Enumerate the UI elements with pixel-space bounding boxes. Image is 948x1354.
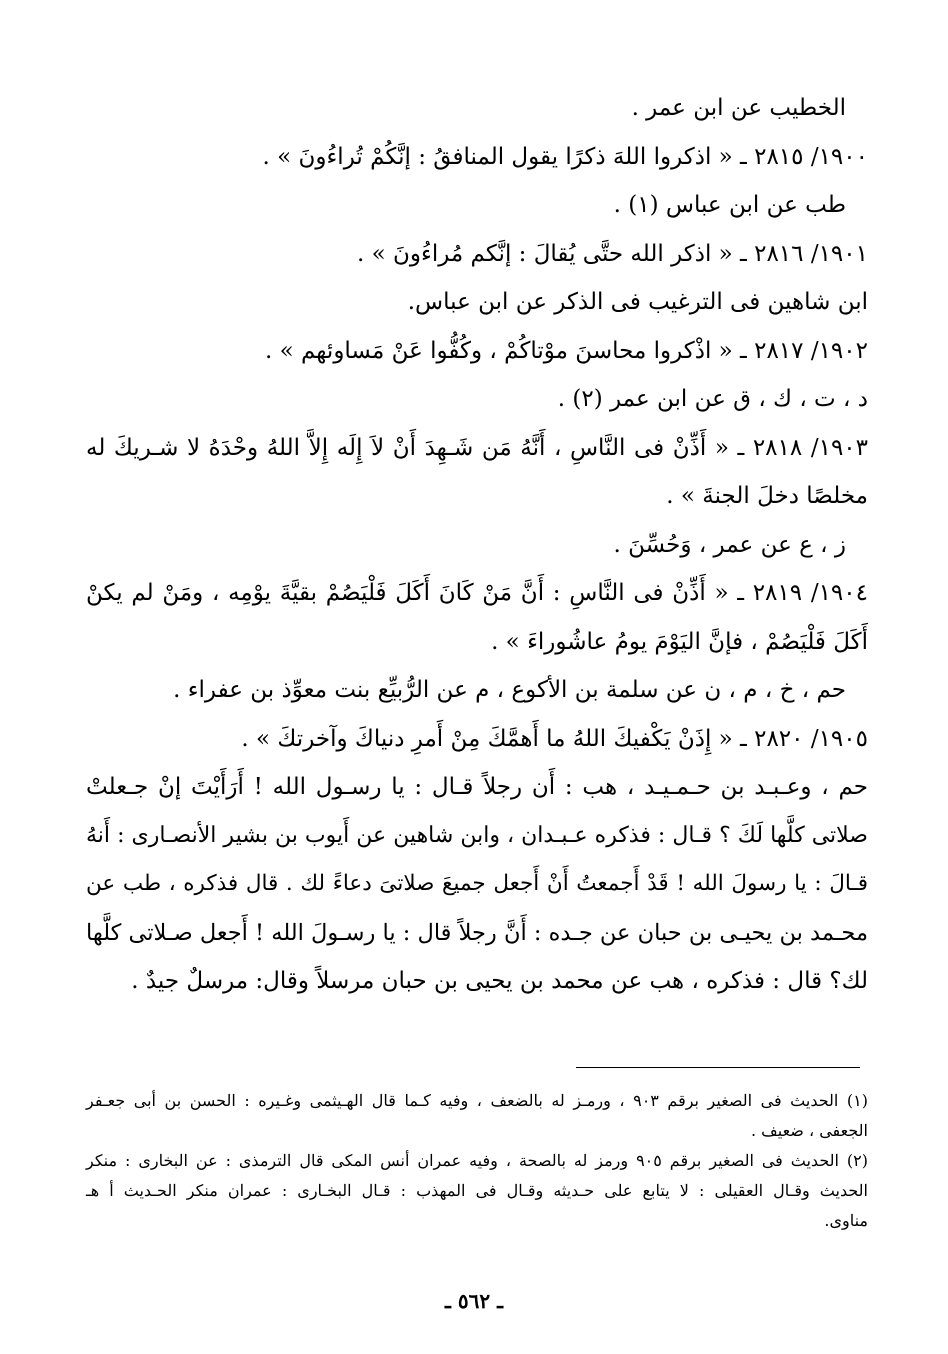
text-line-12: أَكَلَ فَلْيَصُمْ ، فإنَّ اليَوْمَ يومُ عاشُوراءَ » . bbox=[491, 628, 868, 655]
footnote-2-line-1: (٢) الحديث فى الصغير برقم ٩٠٥ ورمز له بالصحة ، وفيه عمران أنس المكى قال الترمذى : عن البخارى : منكر bbox=[86, 1151, 868, 1170]
text-line-19: لك؟ قال : فذكره ، هب عن محمد بن يحيى بن حبان مرسلاً وقال: مرسلٌ جيدٌ . bbox=[131, 968, 868, 994]
hadith-1904: ١٩٠٤/ ٢٨١٩ ـ « أَذِّنْ فى النَّاسِ : أَنَّ مَنْ كَانَ أَكَلَ فَلْيَصُمْ بقيَّةَ يوْمِه ، ومَنْ لم يكنْ bbox=[86, 580, 868, 606]
hadith-1901: ١٩٠١/ ٢٨١٦ ـ « اذكر الله حتَّى يُقالَ : إنَّكم مُراءُونَ » . bbox=[357, 240, 868, 267]
text-line-13: حم ، خ ، م ، ن عن سلمة بن الأكوع ، م عن الرُّبيِّع بنت معوِّذ بن عفراء . bbox=[173, 677, 846, 703]
footnote-2-line-3: مناوى. bbox=[824, 1211, 868, 1230]
hadith-1902: ١٩٠٢/ ٢٨١٧ ـ « اذْكروا محاسنَ موْتاكُمْ ، وكُفُّوا عَنْ مَساوئهم » . bbox=[265, 337, 868, 364]
footnote-1-line-2: الجعفى ، ضعيف . bbox=[751, 1121, 868, 1140]
text-line-15: حم ، وعـبـد بن حـمـيـد ، هب : أَن رجلاً قـال : يا رسـول الله ! أَرَأَيْتَ إنْ جـعلتْ bbox=[86, 774, 868, 800]
page-number: ـ ٥٦٢ ـ bbox=[445, 1289, 503, 1313]
text-line-18: محـمد بن يحيـى بن حبان عن جـده : أَنَّ رجلاً قال : يا رسـولَ الله ! أَجعل صـلاتى كلَّها bbox=[86, 919, 868, 946]
text-line-1: الخطيب عن ابن عمر . bbox=[631, 95, 846, 121]
text-line-16: صلاتى كلَّها لَكَ ؟ قـال : فذكره عـبـدان ، وابن شاهين عن أَيوب بن بشير الأنصـارى : أَنهُ bbox=[86, 822, 868, 848]
hadith-1903: ١٩٠٣/ ٢٨١٨ ـ « أَذِّنْ فى النَّاسِ ، أَنَّهُ مَن شَـهِدَ أَنْ لاَ إِلَه إِلاَّ اللهُ وحْدَهُ لا شـريكَ له bbox=[86, 434, 869, 461]
footnote-2-line-2: الحديث وقـال العقيلى : لا يتابع على حـديثه وقـال فى المهذب : قـال البخـارى : عمران منكر الحـديث أ هـ bbox=[86, 1181, 868, 1200]
footnote-divider bbox=[576, 1067, 860, 1068]
hadith-1900: ١٩٠٠/ ٢٨١٥ ـ « اذكروا اللهَ ذكرًا يقول المنافقُ : إنَّكُمْ تُراءُونَ » . bbox=[262, 143, 868, 170]
footnotes bbox=[86, 1086, 868, 1236]
text-line-5: ابن شاهين فى الترغيب فى الذكر عن ابن عباس. bbox=[407, 289, 868, 315]
text-line-7: د ، ت ، ك ، ق عن ابن عمر (٢) . bbox=[557, 386, 868, 412]
main-text bbox=[86, 84, 868, 1006]
hadith-1905: ١٩٠٥/ ٢٨٢٠ ـ « إِذَنْ يَكْفيكَ اللهُ ما أَهمَّكَ مِنْ أَمرِ دنياكَ وآخرتكَ » . bbox=[241, 725, 868, 752]
text-line-3: طب عن ابن عباس (١) . bbox=[613, 192, 846, 218]
footnote-1-line-1: (١) الحديث فى الصغير برقم ٩٠٣ ، ورمـز له بالضعف ، وفيه كـما قال الهـيثمى وغـيره : الحسن بن أبى جعـفر bbox=[86, 1091, 868, 1110]
text-line-10: ز ، ع عن عمر ، وَحُسِّنَ . bbox=[613, 531, 846, 558]
text-line-9: مخلصًا دخلَ الجنةَ » . bbox=[666, 483, 868, 509]
text-line-17: قـالَ : يا رسولَ الله ! قَدْ أَجمعتُ أَنْ أَجعل جميعَ صلاتىَ دعاءً لك . قال فذكره ، طب عن bbox=[86, 871, 868, 896]
